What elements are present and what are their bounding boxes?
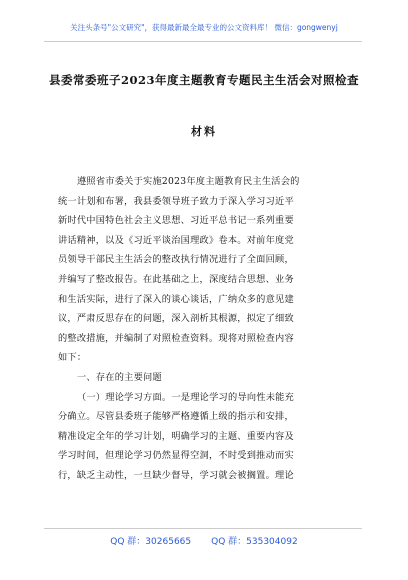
footer-qq-group-2: QQ 群：535304092 (211, 537, 298, 547)
body-line: 新时代中国特色社会主义思想、习近平总书记一系列重要 (58, 215, 294, 227)
body-line: 遵照省市委关于实施2023年度主题教育民主生活会的 (77, 176, 300, 187)
body-line: 和生活实际，进行了深入的谈心谈话，广纳众多的意见建 (58, 293, 294, 305)
document-title: 县委常委班子2023年度主题教育专题民主生活会对照检查 (48, 73, 359, 87)
body-line: 讲话精神，以及《习近平谈治国理政》卷本。对前年度党 (58, 234, 294, 246)
body-line: 行，缺乏主动性，一旦缺少督导，学习就会被搁置。理论 (58, 469, 294, 481)
document-body (58, 172, 354, 486)
footer-divider (44, 528, 362, 529)
body-line: 员领导干部民主生活会的整改执行情况进行了全面回顾， (58, 254, 294, 266)
body-line: 精准设定全年的学习计划，明确学习的主题、重要内容及 (58, 430, 294, 442)
body-line: 分确立。尽管县委班子能够严格遵循上级的指示和安排， (58, 411, 294, 423)
footer-contact (0, 534, 408, 547)
footer-qq-group-1: QQ 群：30265665 (110, 537, 192, 547)
body-line: 统一计划和布署，我县委领导班子致力于深入学习习近平 (58, 195, 294, 207)
body-line: 的整改措施，并编制了对照检查资料。现将对照检查内容 (58, 332, 294, 344)
body-line: 学习时间，但理论学习仍然显得空洞，不时受到推动而实 (58, 450, 294, 462)
body-line: 如下： (58, 352, 87, 364)
header-divider (44, 41, 362, 42)
body-line: （一）理论学习方面。一是理论学习的导向性未能充 (77, 391, 295, 403)
body-line: 并编写了整改报告。在此基础之上，深度结合思想、业务 (58, 273, 294, 285)
section-heading: 一、存在的主要问题 (77, 371, 162, 383)
body-line: 议，严肃反思存在的问题，深入剖析其根源，拟定了细致 (58, 313, 294, 325)
document-subtitle: 材料 (191, 125, 217, 138)
header-promo-note: 关注头条号"公文研究"，获得最新最全最专业的公文资料库！ 微信：gongwenyj (70, 23, 338, 32)
